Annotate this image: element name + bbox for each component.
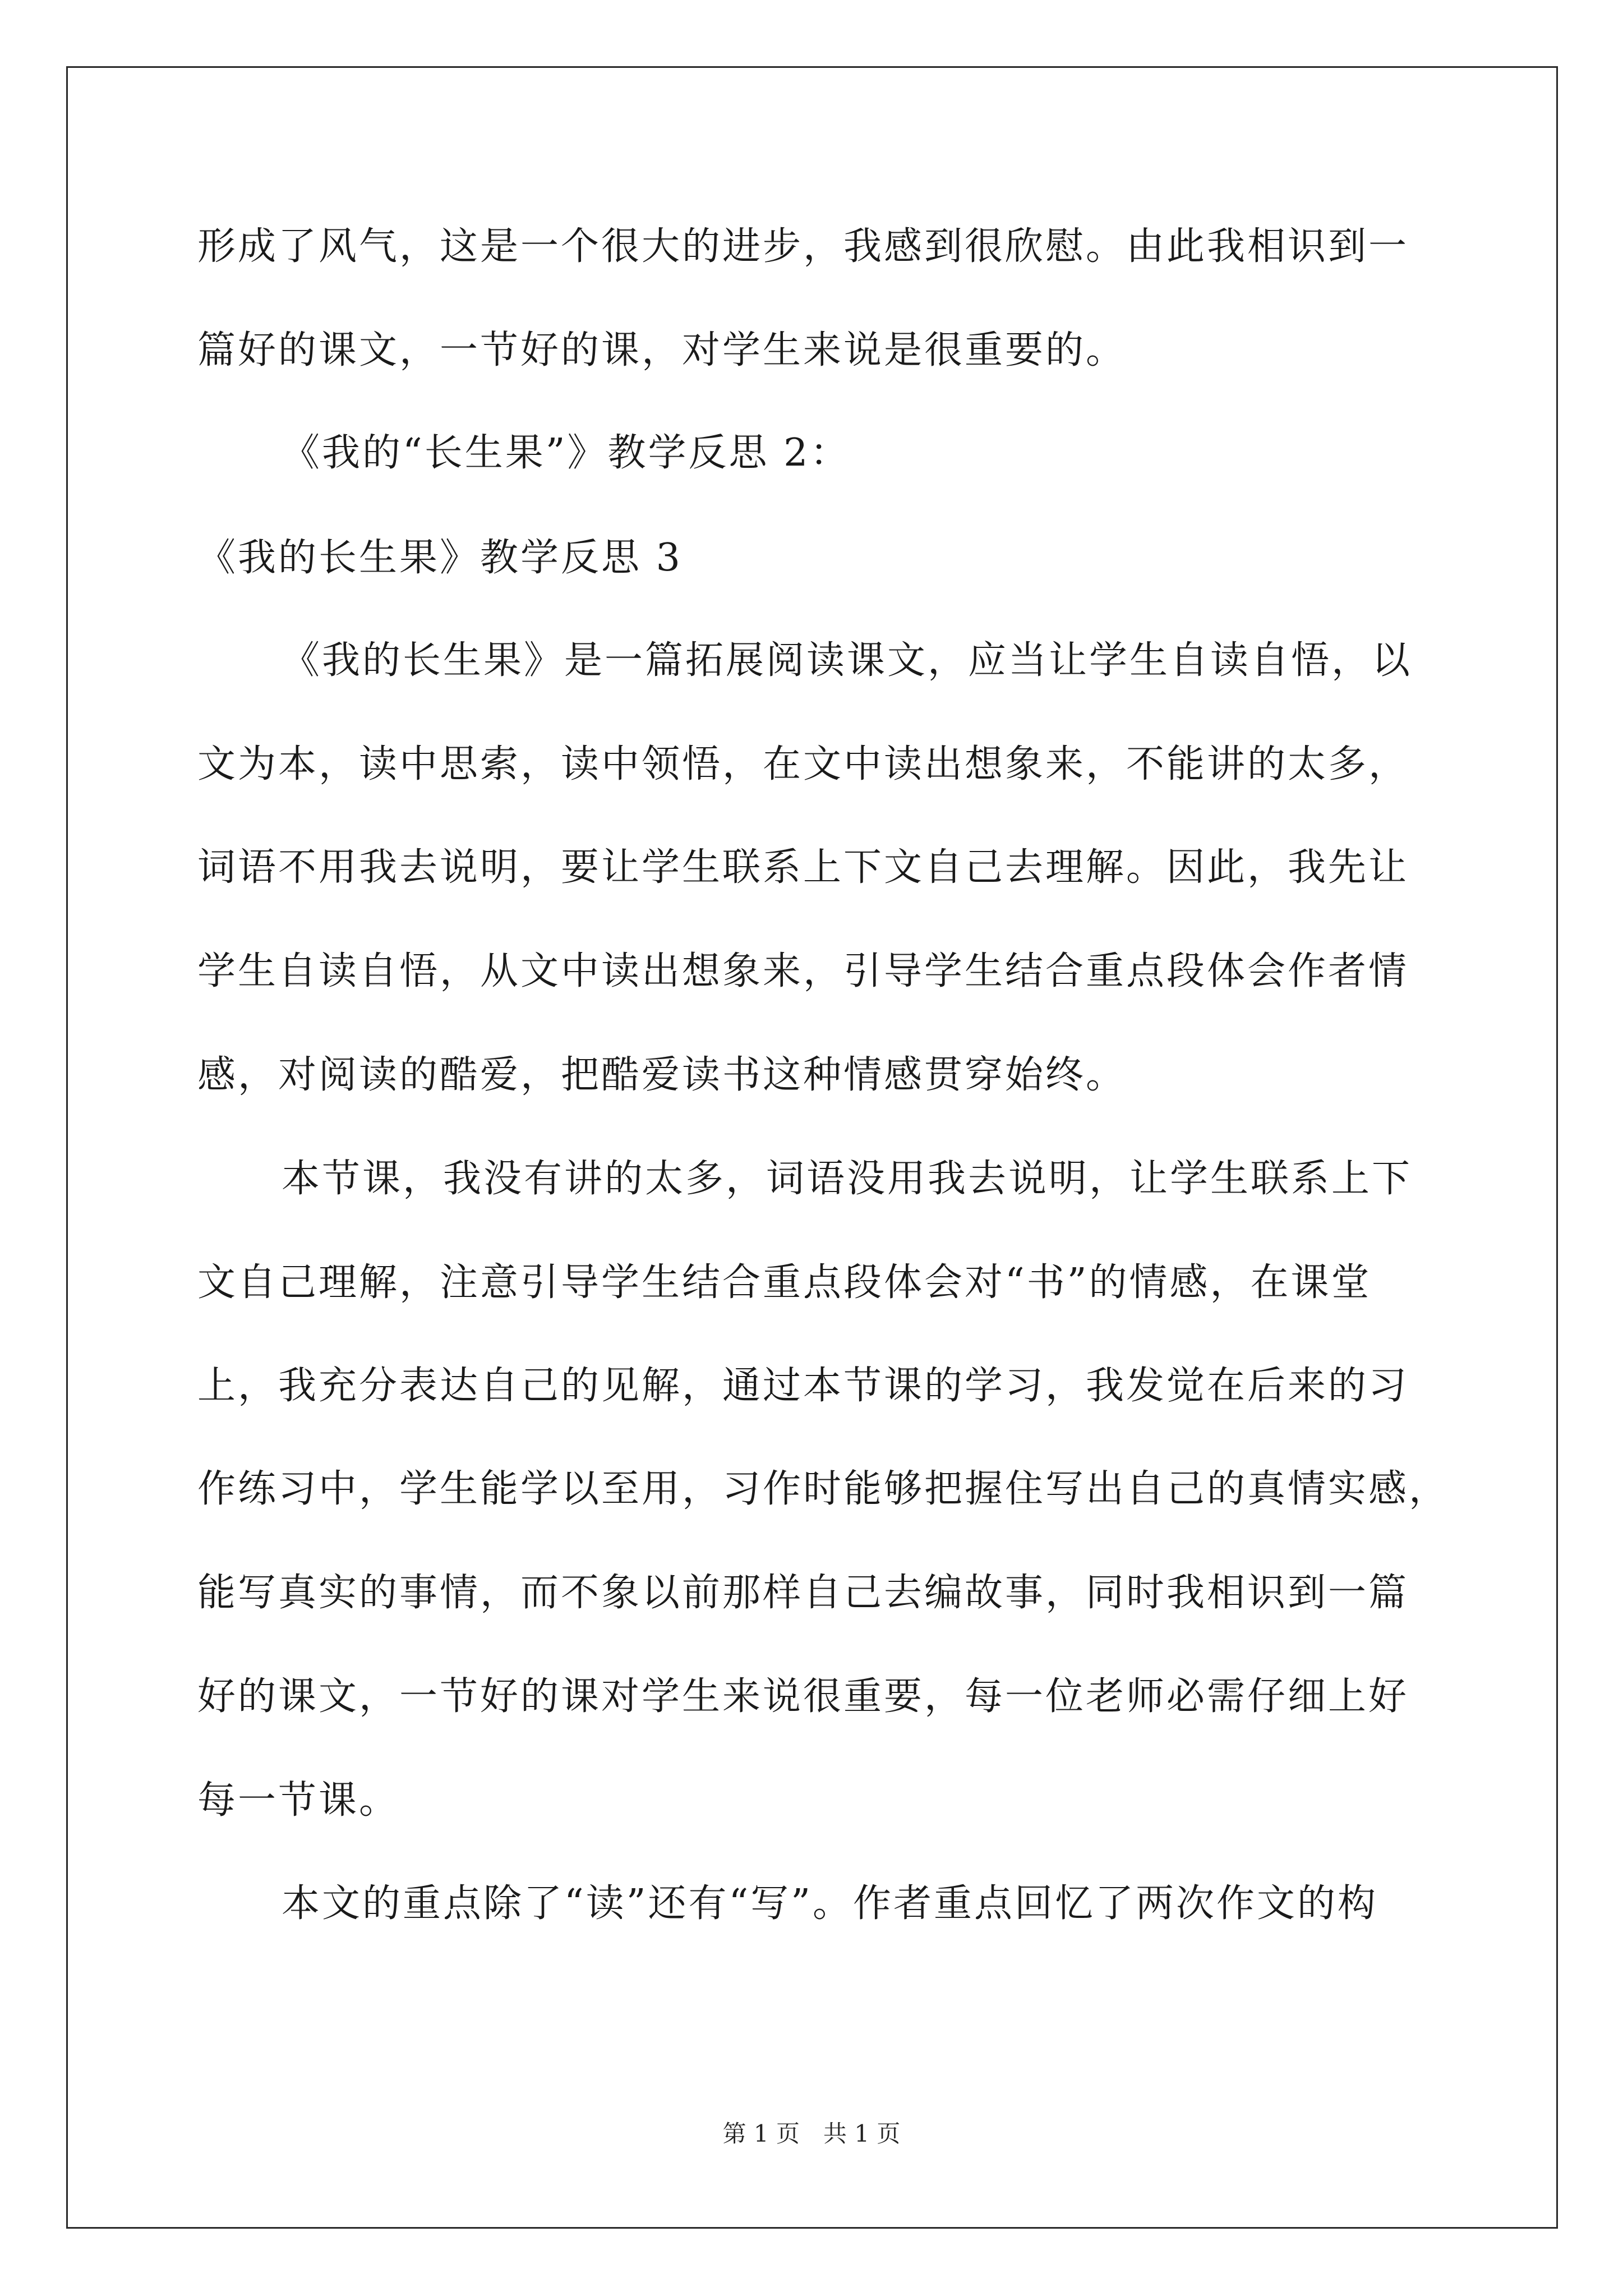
text-line: 文自己理解，注意引导学生结合重点段体会对“书”的情感，在课堂 [197, 1260, 1372, 1305]
page-number: 第 1 页 共 1 页 [722, 2120, 901, 2147]
text-line: 能写真实的事情，而不象以前那样自己去编故事，同时我相识到一篇 [197, 1571, 1409, 1615]
text-line: 学生自读自悟，从文中读出想象来，引导学生结合重点段体会作者情 [197, 949, 1409, 993]
text-line: 词语不用我去说明，要让学生联系上下文自己去理解。因此，我先让 [197, 845, 1409, 890]
text-line: 感，对阅读的酷爱，把酷爱读书这种情感贯穿始终。 [197, 1053, 1127, 1097]
text-line: 本节课，我没有讲的太多，词语没用我去说明，让学生联系上下 [282, 1157, 1413, 1201]
section-heading: 《我的“长生果”》教学反思 2： [282, 431, 851, 475]
text-line: 文为本，读中思索，读中领悟，在文中读出想象来，不能讲的太多， [197, 742, 1409, 786]
text-line: 作练习中，学生能学以至用，习作时能够把握住写出自己的真情实感， [197, 1467, 1450, 1511]
text-line: 形成了风气，这是一个很大的进步，我感到很欣慰。由此我相识到一 [197, 224, 1409, 269]
text-line: 好的课文，一节好的课对学生来说很重要，每一位老师必需仔细上好 [197, 1674, 1409, 1719]
text-line: 《我的长生果》是一篇拓展阅读课文，应当让学生自读自悟，以 [282, 638, 1413, 683]
text-line: 上，我充分表达自己的见解，通过本节课的学习，我发觉在后来的习 [197, 1364, 1409, 1408]
text-line: 篇好的课文，一节好的课，对学生来说是很重要的。 [197, 328, 1127, 372]
text-line: 每一节课。 [197, 1778, 400, 1823]
text-line: 本文的重点除了“读”还有“写”。作者重点回忆了两次作文的构 [282, 1881, 1378, 1926]
section-heading: 《我的长生果》教学反思 3 [197, 536, 683, 580]
